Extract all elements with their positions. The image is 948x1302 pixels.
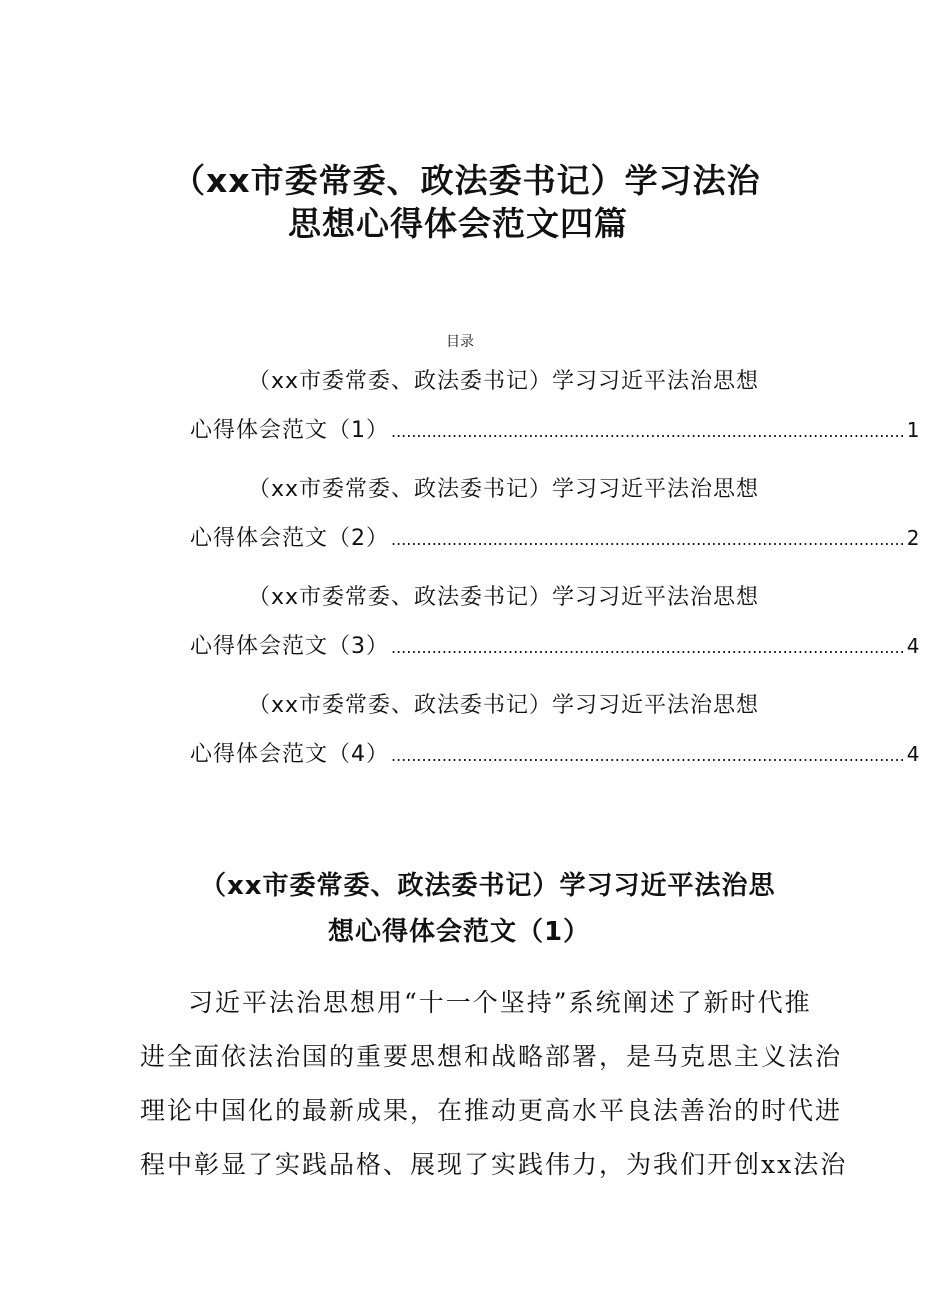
document-title-line-2: 思想心得体会范文四篇 xyxy=(288,204,628,243)
toc-entry-4[interactable] xyxy=(190,684,920,792)
body-paragraph xyxy=(140,976,848,1192)
toc-entry-subtitle: 心得体会范文（4） xyxy=(190,742,389,767)
toc-page-number: 2 xyxy=(906,526,920,550)
toc-entry-title: （xx市委常委、政法委书记）学习习近平法治思想 xyxy=(248,585,760,610)
toc-heading: 目录 xyxy=(446,334,474,350)
toc-entry-subtitle: 心得体会范文（1） xyxy=(190,418,389,443)
toc-entry-2[interactable] xyxy=(190,468,920,576)
toc-entry-subtitle: 心得体会范文（2） xyxy=(190,526,389,551)
toc-leader-dots: ..................................................................................................... xyxy=(391,422,905,441)
body-line: 理论中国化的最新成果，在推动更高水平良法善治的时代进 xyxy=(140,1096,843,1125)
toc-page-number: 1 xyxy=(906,418,920,442)
toc-entry-title: （xx市委常委、政法委书记）学习习近平法治思想 xyxy=(248,477,760,502)
toc-leader-dots: ..................................................................................................... xyxy=(391,638,905,657)
document-title-line-1: （xx市委常委、政法委书记）学习法治 xyxy=(172,161,761,200)
toc-entry-3[interactable] xyxy=(190,576,920,684)
table-of-contents xyxy=(190,360,920,792)
body-line: 程中彰显了实践品格、展现了实践伟力，为我们开创xx法治 xyxy=(140,1150,848,1179)
section-heading-line-2: 想心得体会范文（1） xyxy=(328,917,591,947)
toc-page-number: 4 xyxy=(906,634,920,658)
toc-entry-title: （xx市委常委、政法委书记）学习习近平法治思想 xyxy=(248,369,760,394)
toc-page-number: 4 xyxy=(906,742,920,766)
toc-entry-title: （xx市委常委、政法委书记）学习习近平法治思想 xyxy=(248,693,760,718)
toc-leader-dots: ..................................................................................................... xyxy=(391,746,905,765)
toc-entry-subtitle: 心得体会范文（3） xyxy=(190,634,389,659)
toc-leader-dots: ..................................................................................................... xyxy=(391,530,905,549)
body-line: 进全面依法治国的重要思想和战略部署，是马克思主义法治 xyxy=(140,1042,843,1071)
section-heading-line-1: （xx市委常委、政法委书记）学习习近平法治思 xyxy=(200,871,776,901)
toc-entry-1[interactable] xyxy=(190,360,920,468)
body-line: 习近平法治思想用“十一个坚持”系统阐述了新时代推 xyxy=(188,988,812,1017)
